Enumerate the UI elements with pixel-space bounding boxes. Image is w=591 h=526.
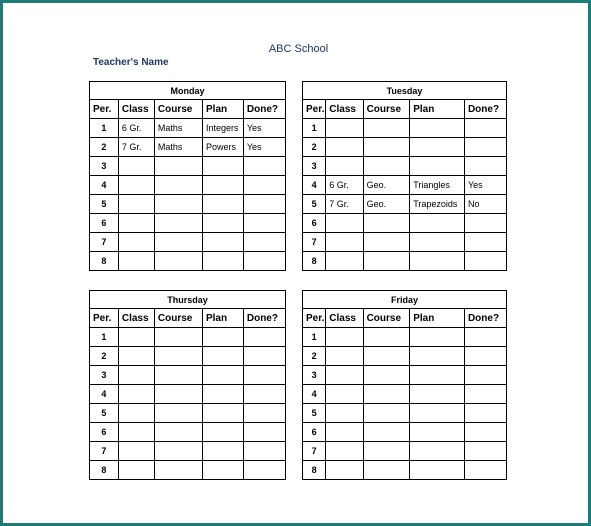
column-header-period: Per. — [303, 309, 326, 328]
cell-period: 8 — [90, 461, 119, 480]
cell-course — [154, 252, 202, 271]
cell-period: 1 — [90, 119, 119, 138]
cell-period: 8 — [90, 252, 119, 271]
cell-class — [326, 233, 363, 252]
table-row — [303, 195, 507, 214]
cell-plan — [410, 423, 465, 442]
cell-course — [154, 328, 202, 347]
cell-plan — [410, 442, 465, 461]
thursday-day-header: Thursday — [90, 291, 286, 309]
column-header-course: Course — [363, 309, 410, 328]
cell-class — [326, 252, 363, 271]
table-row — [90, 461, 286, 480]
cell-done — [464, 157, 506, 176]
column-header-plan: Plan — [410, 100, 465, 119]
cell-plan — [410, 252, 465, 271]
cell-course — [363, 404, 410, 423]
cell-done — [464, 366, 506, 385]
cell-period: 4 — [90, 385, 119, 404]
cell-done — [243, 366, 285, 385]
cell-period: 1 — [303, 119, 326, 138]
cell-period: 6 — [303, 423, 326, 442]
cell-course — [363, 347, 410, 366]
cell-done — [464, 119, 506, 138]
cell-done — [243, 157, 285, 176]
cell-period: 6 — [90, 423, 119, 442]
cell-class — [118, 423, 154, 442]
monday-day-header: Monday — [90, 82, 286, 100]
column-header-done: Done? — [464, 309, 506, 328]
cell-class — [326, 157, 363, 176]
cell-class — [326, 442, 363, 461]
cell-done — [464, 328, 506, 347]
cell-course — [363, 423, 410, 442]
cell-plan — [410, 233, 465, 252]
cell-period: 5 — [303, 195, 326, 214]
cell-done: Yes — [464, 176, 506, 195]
table-row — [303, 366, 507, 385]
cell-course — [154, 233, 202, 252]
table-row — [90, 138, 286, 157]
cell-plan — [410, 385, 465, 404]
cell-plan: Powers — [203, 138, 244, 157]
cell-done — [464, 461, 506, 480]
monday-schedule-table — [89, 81, 286, 271]
table-row — [303, 385, 507, 404]
table-row — [303, 214, 507, 233]
cell-period: 3 — [303, 157, 326, 176]
column-header-period: Per. — [90, 309, 119, 328]
cell-plan — [410, 347, 465, 366]
cell-done: No — [464, 195, 506, 214]
cell-course — [363, 385, 410, 404]
cell-plan — [203, 214, 244, 233]
cell-class: 7 Gr. — [118, 138, 154, 157]
cell-class: 6 Gr. — [326, 176, 363, 195]
table-row — [90, 157, 286, 176]
cell-done — [243, 347, 285, 366]
cell-plan — [410, 214, 465, 233]
cell-plan — [203, 157, 244, 176]
column-header-course: Course — [154, 100, 202, 119]
cell-done — [243, 176, 285, 195]
column-header-period: Per. — [303, 100, 326, 119]
cell-period: 2 — [90, 138, 119, 157]
cell-done — [464, 404, 506, 423]
cell-period: 6 — [303, 214, 326, 233]
cell-period: 3 — [90, 366, 119, 385]
cell-course — [363, 157, 410, 176]
cell-period: 3 — [303, 366, 326, 385]
cell-course — [363, 442, 410, 461]
cell-course — [154, 176, 202, 195]
cell-done — [243, 404, 285, 423]
thursday-schedule-table — [89, 290, 286, 480]
cell-period: 2 — [303, 138, 326, 157]
column-header-plan: Plan — [410, 309, 465, 328]
cell-period: 2 — [303, 347, 326, 366]
cell-plan: Triangles — [410, 176, 465, 195]
cell-class — [326, 423, 363, 442]
cell-plan — [203, 252, 244, 271]
cell-class — [326, 385, 363, 404]
cell-class — [118, 385, 154, 404]
cell-class — [326, 347, 363, 366]
cell-plan — [410, 138, 465, 157]
cell-done — [464, 214, 506, 233]
cell-plan — [202, 461, 243, 480]
table-row — [90, 385, 286, 404]
column-header-done: Done? — [243, 100, 285, 119]
cell-course — [154, 404, 202, 423]
cell-course: Maths — [154, 119, 202, 138]
cell-class — [118, 233, 154, 252]
column-header-course: Course — [154, 309, 202, 328]
table-row — [303, 176, 507, 195]
cell-done — [243, 214, 285, 233]
table-row — [303, 347, 507, 366]
cell-course — [154, 366, 202, 385]
table-row — [303, 442, 507, 461]
cell-period: 3 — [90, 157, 119, 176]
table-row — [303, 157, 507, 176]
column-header-plan: Plan — [202, 309, 243, 328]
cell-class — [118, 176, 154, 195]
cell-class — [118, 442, 154, 461]
cell-class — [118, 252, 154, 271]
teacher-name-label: Teacher's Name — [93, 57, 169, 68]
cell-class — [118, 404, 154, 423]
cell-class — [326, 119, 363, 138]
table-row — [303, 252, 507, 271]
cell-period: 6 — [90, 214, 119, 233]
cell-course — [363, 328, 410, 347]
cell-plan — [410, 366, 465, 385]
cell-course — [363, 461, 410, 480]
cell-done — [243, 423, 285, 442]
cell-plan — [410, 328, 465, 347]
column-header-class: Class — [118, 100, 154, 119]
cell-done — [243, 233, 285, 252]
cell-plan — [410, 157, 465, 176]
cell-plan — [202, 385, 243, 404]
cell-done: Yes — [243, 119, 285, 138]
cell-plan — [410, 404, 465, 423]
tuesday-schedule-table — [302, 81, 507, 271]
cell-course — [154, 195, 202, 214]
cell-done — [464, 252, 506, 271]
table-row — [90, 195, 286, 214]
cell-period: 4 — [303, 176, 326, 195]
column-header-plan: Plan — [203, 100, 244, 119]
table-row — [90, 423, 286, 442]
table-row — [90, 233, 286, 252]
cell-course: Geo. — [363, 195, 410, 214]
cell-class — [326, 138, 363, 157]
cell-period: 7 — [90, 233, 119, 252]
cell-period: 5 — [303, 404, 326, 423]
cell-course — [363, 138, 410, 157]
cell-course — [154, 442, 202, 461]
table-row — [303, 233, 507, 252]
cell-period: 1 — [90, 328, 119, 347]
cell-class — [118, 157, 154, 176]
cell-period: 5 — [90, 404, 119, 423]
table-row — [90, 347, 286, 366]
cell-done — [243, 252, 285, 271]
table-row — [90, 442, 286, 461]
cell-period: 7 — [303, 233, 326, 252]
cell-plan — [410, 461, 465, 480]
cell-course — [363, 366, 410, 385]
cell-plan: Integers — [203, 119, 244, 138]
table-row — [90, 328, 286, 347]
cell-class — [326, 461, 363, 480]
cell-class — [326, 214, 363, 233]
cell-done — [464, 442, 506, 461]
cell-period: 7 — [90, 442, 119, 461]
table-row — [303, 328, 507, 347]
cell-plan — [202, 347, 243, 366]
cell-course — [363, 233, 410, 252]
cell-period: 8 — [303, 461, 326, 480]
cell-plan — [203, 195, 244, 214]
cell-plan — [410, 119, 465, 138]
table-row — [90, 366, 286, 385]
column-header-class: Class — [326, 309, 363, 328]
cell-class — [118, 195, 154, 214]
cell-done — [464, 423, 506, 442]
cell-plan — [202, 366, 243, 385]
cell-period: 2 — [90, 347, 119, 366]
cell-plan — [203, 233, 244, 252]
table-row — [90, 176, 286, 195]
cell-done — [243, 461, 285, 480]
cell-plan — [202, 328, 243, 347]
cell-class — [326, 404, 363, 423]
cell-course — [154, 157, 202, 176]
cell-course — [154, 347, 202, 366]
table-row — [90, 404, 286, 423]
cell-plan: Trapezoids — [410, 195, 465, 214]
friday-day-header: Friday — [303, 291, 507, 309]
cell-plan — [202, 423, 243, 442]
cell-course — [363, 252, 410, 271]
table-row — [90, 214, 286, 233]
cell-class — [118, 347, 154, 366]
friday-schedule-table — [302, 290, 507, 480]
cell-period: 5 — [90, 195, 119, 214]
tuesday-day-header: Tuesday — [303, 82, 507, 100]
cell-done — [464, 233, 506, 252]
cell-plan — [202, 442, 243, 461]
cell-done — [464, 138, 506, 157]
table-row — [90, 119, 286, 138]
cell-done — [243, 442, 285, 461]
cell-course — [154, 214, 202, 233]
cell-done — [464, 347, 506, 366]
column-header-done: Done? — [243, 309, 285, 328]
cell-class — [326, 366, 363, 385]
table-row — [303, 461, 507, 480]
cell-class — [118, 328, 154, 347]
table-row — [90, 252, 286, 271]
cell-course — [363, 214, 410, 233]
cell-class — [118, 214, 154, 233]
cell-course — [154, 423, 202, 442]
column-header-course: Course — [363, 100, 410, 119]
cell-course: Geo. — [363, 176, 410, 195]
column-header-class: Class — [118, 309, 154, 328]
cell-course — [363, 119, 410, 138]
table-row — [303, 423, 507, 442]
table-row — [303, 119, 507, 138]
cell-period: 1 — [303, 328, 326, 347]
cell-class — [118, 366, 154, 385]
cell-done — [243, 385, 285, 404]
column-header-done: Done? — [464, 100, 506, 119]
school-title: ABC School — [268, 43, 329, 55]
cell-plan — [203, 176, 244, 195]
column-header-class: Class — [326, 100, 363, 119]
cell-done: Yes — [243, 138, 285, 157]
table-row — [303, 404, 507, 423]
cell-done — [243, 328, 285, 347]
cell-done — [464, 385, 506, 404]
cell-period: 4 — [303, 385, 326, 404]
cell-plan — [202, 404, 243, 423]
cell-class — [326, 328, 363, 347]
cell-period: 4 — [90, 176, 119, 195]
table-row — [303, 138, 507, 157]
cell-class: 6 Gr. — [118, 119, 154, 138]
cell-period: 7 — [303, 442, 326, 461]
column-header-period: Per. — [90, 100, 119, 119]
cell-course — [154, 461, 202, 480]
cell-course — [154, 385, 202, 404]
cell-course: Maths — [154, 138, 202, 157]
cell-class: 7 Gr. — [326, 195, 363, 214]
cell-done — [243, 195, 285, 214]
cell-class — [118, 461, 154, 480]
cell-period: 8 — [303, 252, 326, 271]
